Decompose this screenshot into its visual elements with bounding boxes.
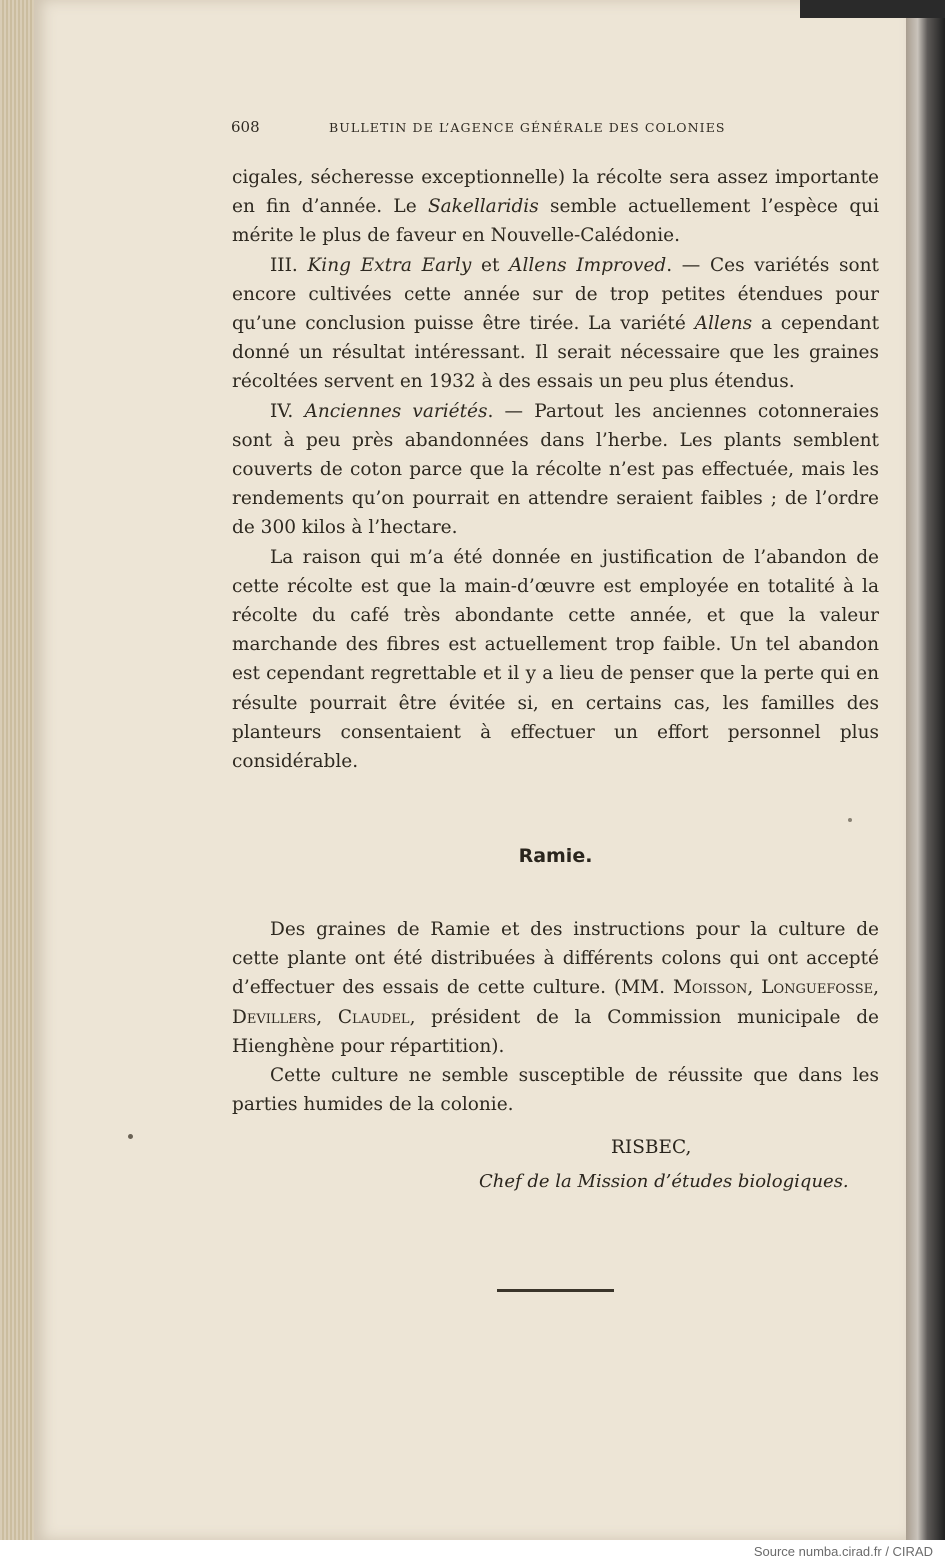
text-run: , bbox=[873, 977, 879, 999]
text-run: et bbox=[471, 254, 510, 276]
paragraph-ramie-graines bbox=[232, 915, 879, 1061]
paragraph-anciennes-varietes bbox=[232, 397, 879, 543]
text-italic: Allens Improved bbox=[509, 254, 667, 276]
source-credit: Source numba.cirad.fr / CIRAD bbox=[753, 1544, 933, 1559]
page-number: 608 bbox=[231, 118, 260, 136]
ink-speck bbox=[128, 1134, 133, 1139]
closing-rule bbox=[497, 1289, 614, 1292]
binding-strip bbox=[800, 0, 945, 18]
text-run: semble actuellement l’espèce qui mérite le plus de faveur en Nouvelle-Calédonie. bbox=[232, 196, 879, 247]
signature-name: RISBEC, bbox=[611, 1137, 692, 1158]
text-run: cigales, sécheresse exceptionnelle) la récolte sera assez importante en fin d’année. Le bbox=[232, 167, 879, 218]
person-name: Longuefosse bbox=[761, 977, 874, 999]
page-header bbox=[231, 114, 881, 140]
text-run: Des graines de Ramie et des instructions pour la culture de cette plante ont été distribuées à différents colons qui ont accepté d’effectuer des essais de cette culture. (MM. bbox=[232, 919, 879, 999]
text-italic: Anciennes variétés bbox=[304, 400, 488, 422]
text-run: . — Partout les anciennes cotonneraies sont à peu près abandonnées dans l’herbe. Les plants semblent couverts de coton parce que la récolte n’est pas effectuée, mais les rendements qu’on pourrait en attendre seraient faibles ; de l’ordre de 300 kilos à l’hectare. bbox=[232, 400, 879, 539]
text-run: , bbox=[316, 1006, 338, 1028]
text-run: III. bbox=[270, 254, 308, 276]
binding-board bbox=[906, 0, 945, 1540]
paragraph-abandon: La raison qui m’a été donnée en justification de l’abandon de cette récolte est que la main-d’œuvre est employée en totalité à la récolte du café très abondante cette année, et que la valeur marchande des fibres est actuellement trop faible. Un tel abandon est cependant regrettable et il y a lieu de penser que la perte qui en résulte pourrait être évitée si, en certains cas, les familles des planteurs consentaient à effectuer un effort personnel plus considérable. bbox=[232, 546, 879, 773]
text-italic: King Extra Early bbox=[307, 254, 472, 276]
text-run: a cependant donné un résultat intéressant. Il serait nécessaire que les graines récoltées servent en 1932 à des essais un peu plus étendus. bbox=[232, 313, 880, 393]
text-run: , président de la Commission municipale de Hienghène pour répartition). bbox=[232, 1006, 879, 1057]
person-name: Devillers bbox=[232, 1006, 317, 1028]
text-run: IV. bbox=[270, 400, 305, 422]
page-stack-edge bbox=[0, 0, 34, 1540]
paragraph-sakellaridis bbox=[232, 163, 879, 251]
text-italic: Allens bbox=[694, 313, 753, 335]
ink-speck bbox=[848, 818, 852, 822]
text-run: . — Ces variétés sont encore cultivées cette année sur de trop petites étendues pour qu’une conclusion puisse être tirée. La variété bbox=[232, 254, 879, 335]
text-block-ramie bbox=[232, 915, 879, 1119]
text-italic: Sakellaridis bbox=[427, 196, 539, 218]
running-title: BULLETIN DE L’AGENCE GÉNÉRALE DES COLONIES bbox=[329, 120, 726, 135]
person-name: Moisson bbox=[672, 977, 748, 999]
paragraph-ramie-culture: Cette culture ne semble susceptible de réussite que dans les parties humides de la colonie. bbox=[232, 1065, 879, 1116]
person-name: Claudel bbox=[337, 1006, 410, 1028]
signature-title: Chef de la Mission d’études biologiques. bbox=[479, 1171, 849, 1192]
paragraph-king-extra-early bbox=[232, 251, 879, 397]
text-run: , bbox=[747, 977, 762, 999]
text-block-cotton bbox=[232, 163, 879, 776]
section-title-ramie: Ramie. bbox=[518, 845, 593, 867]
